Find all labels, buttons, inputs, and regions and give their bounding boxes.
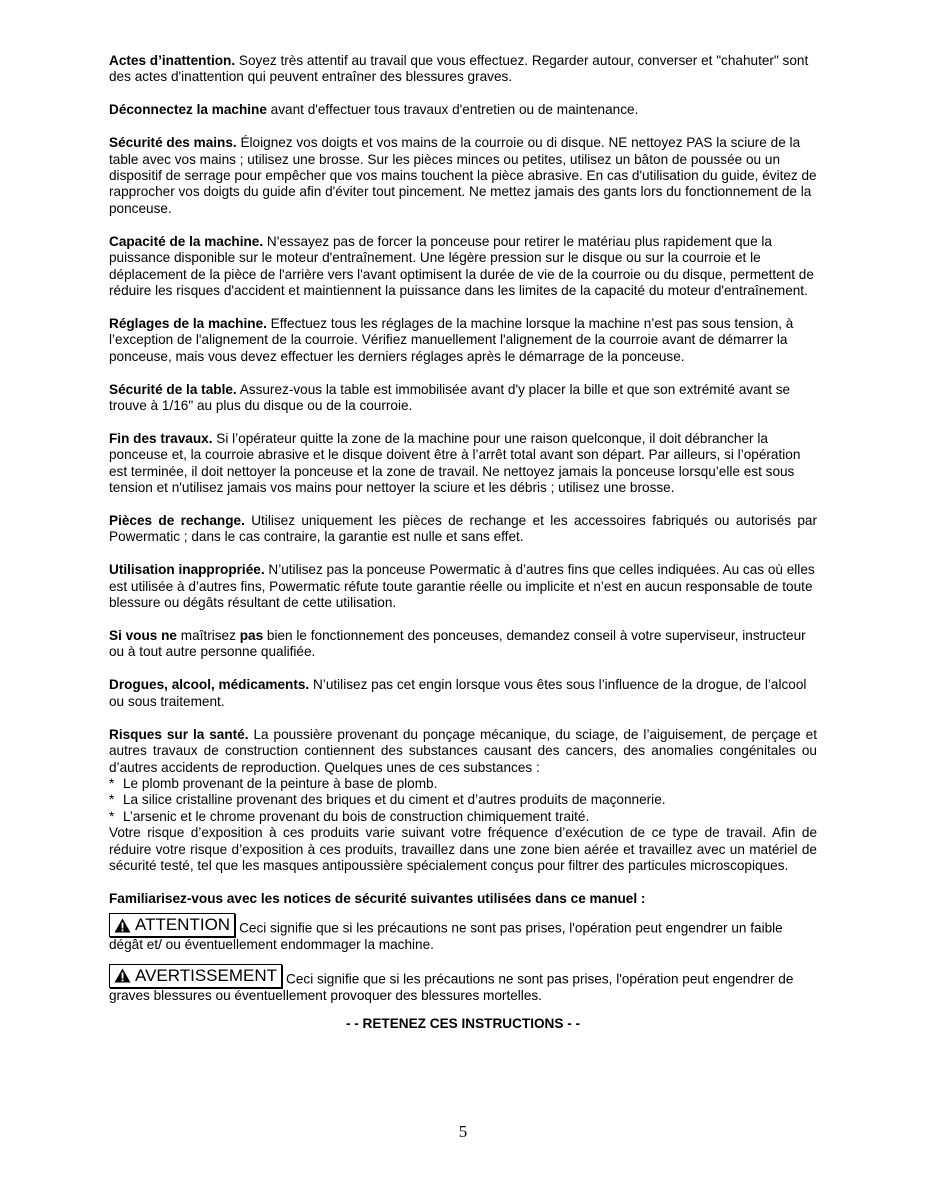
- paragraph-text: N’utilisez pas cet engin lorsque vous êtes sous l’influence de la drogue, de l’alcool ou sous traitement.: [109, 677, 807, 709]
- paragraph-title: Pièces de rechange.: [109, 513, 245, 529]
- bullet-marker: *: [109, 792, 115, 808]
- paragraph-text: bien le fonctionnement des ponceuses, demandez conseil à votre superviseur, instructeur ou à tout autre personne qualifiée.: [109, 628, 806, 660]
- paragraph-utilisation-inappropriee: [109, 562, 817, 611]
- paragraph-text: Si l’opérateur quitte la zone de la machine pour une raison quelconque, il doit débrancher la ponceuse et, la courroie abrasive et le disque doivent être à l’arrêt total avant son départ. Par ailleurs, si l’opération est terminée, il doit nettoyer la ponceuse et la zone de travail. Ne nettoyez jamais la ponceuse lorsqu’elle est sous tension et n'utilisez jamais vos mains pour nettoyer la sciure et les débris ; utilisez une brosse.: [109, 430, 801, 496]
- list-item: [109, 792, 817, 808]
- paragraph-deconnectez: [109, 102, 817, 118]
- paragraph-emphasis: pas: [239, 628, 264, 644]
- heading-text: Familiarisez-vous avec les notices de sécurité suivantes utilisées dans ce manuel :: [109, 890, 646, 906]
- paragraph-text: avant d'effectuer tous travaux d'entretien ou de maintenance.: [266, 102, 639, 118]
- warning-triangle-icon: [114, 968, 131, 983]
- notice-attention: [109, 913, 817, 953]
- paragraph-title: Fin des travaux.: [109, 430, 213, 446]
- paragraph-text: maîtrisez: [177, 628, 240, 644]
- warning-triangle-icon: [114, 918, 131, 933]
- paragraph-title: Sécurité de la table.: [109, 381, 237, 397]
- paragraph-fin-travaux: [109, 431, 817, 497]
- paragraph-actes-inattention: [109, 53, 817, 86]
- paragraph-pieces-rechange: [109, 513, 817, 546]
- list-item-text: L’arsenic et le chrome provenant du bois de construction chimiquement traité.: [123, 808, 590, 824]
- notice-text: Ceci signifie que si les précautions ne sont pas prises, l'opération peut engendrer de graves blessures ou éventuellement provoquer des blessures mortelles.: [109, 971, 794, 1003]
- paragraph-reglages-machine: [109, 316, 817, 365]
- paragraph-text: Soyez très attentif au travail que vous effectuez. Regarder autour, converser et "chahuter" sont des actes d'inattention qui peuvent entraîner des blessures graves.: [109, 53, 809, 85]
- bullet-marker: *: [109, 808, 115, 824]
- paragraph-title: Drogues, alcool, médicaments.: [109, 677, 310, 693]
- paragraph-securite-mains: [109, 135, 817, 217]
- paragraph-text: Votre risque d’exposition à ces produits varie suivant votre fréquence d’exécution de ce type de travail. Afin de réduire votre risque d’exposition à ces produits, travaillez dans une zone bien aérée et travaillez avec un matériel de sécurité testé, tel que les masques antipoussière spécialement conçus pour filtrer des particules microscopiques.: [109, 825, 817, 873]
- list-item-text: La silice cristalline provenant des briques et du ciment et d’autres produits de maçonnerie.: [123, 792, 666, 808]
- notice-avertissement: [109, 964, 817, 1004]
- familiarisez-heading: [109, 891, 817, 907]
- attention-badge: [109, 913, 235, 937]
- notice-text: Ceci signifie que si les précautions ne sont pas prises, l'opération peut engendrer un faible dégât et/ ou éventuellement endommager la machine.: [109, 920, 783, 953]
- badge-label: AVERTISSEMENT: [135, 965, 278, 985]
- paragraph-text: Éloignez vos doigts et vos mains de la courroie ou di disque. NE nettoyez PAS la sciure de la table avec vos mains ; utilisez une brosse. Sur les pièces minces ou petites, utilisez un bâton de poussée ou un dispositif de serrage pour empêcher que vos mains touchent la pièce abrasive. En cas d'utilisation du guide, évitez de rapprocher vos doigts du guide afin d'éviter tout pincement. Ne mettez jamais des gants lors du fonctionnement de la ponceuse.: [109, 135, 817, 216]
- page-number: 5: [458, 1122, 468, 1141]
- paragraph-text: Effectuez tous les réglages de la machine lorsque la machine n’est pas sous tension, à l’exception de l'alignement de la courroie. Vérifiez manuellement l'alignement de la courroie avant de démarrer la ponceuse, mais vous devez effectuer les derniers réglages après le démarrage de la ponceuse.: [109, 315, 794, 364]
- document-body: [109, 53, 817, 1046]
- paragraph-title: Actes d’inattention.: [109, 53, 236, 68]
- list-item-text: Le plomb provenant de la peinture à base de plomb.: [123, 775, 438, 791]
- badge-label: ATTENTION: [135, 915, 231, 935]
- retenez-instructions: - - RETENEZ CES INSTRUCTIONS - -: [345, 1016, 581, 1032]
- avertissement-badge: [109, 964, 282, 988]
- paragraph-securite-table: [109, 382, 817, 415]
- paragraph-title: Utilisation inappropriée.: [109, 562, 265, 578]
- bullet-marker: *: [109, 775, 115, 791]
- paragraph-risques-sante: [109, 727, 817, 875]
- paragraph-title: Déconnectez la machine: [109, 102, 267, 118]
- paragraph-text: La poussière provenant du ponçage mécanique, du sciage, de l’aiguisement, de perçage et autres travaux de construction contiennent des substances causant des cancers, des anomalies congénitales ou d’autres accidents de reproduction. Quelques unes de ces substances :: [109, 726, 817, 775]
- paragraph-si-vous-ne: [109, 628, 817, 661]
- paragraph-text: Utilisez uniquement les pièces de rechange et les accessoires fabriqués ou autorisés par Powermatic ; dans le cas contraire, la garantie est nulle et sans effet.: [109, 513, 817, 545]
- substance-list: [109, 776, 817, 825]
- list-item: [109, 776, 817, 792]
- paragraph-title: Risques sur la santé.: [109, 726, 249, 742]
- paragraph-title: Si vous ne: [109, 628, 177, 644]
- paragraph-text: N'essayez pas de forcer la ponceuse pour retirer le matériau plus rapidement que la puissance disponible sur le moteur d'entraînement. Une légère pression sur le disque ou sur la courroie et le déplacement de la pièce de l'arrière vers l'avant optimisent la durée de vie de la courroie ou du disque, permettent de réduire les risques d'accident et maintiennent la puissance dans les limites de la capacité du moteur d'entraînement.: [109, 233, 814, 298]
- paragraph-drogues: [109, 677, 817, 710]
- list-item: [109, 809, 817, 825]
- paragraph-title: Capacité de la machine.: [109, 233, 264, 249]
- paragraph-text: N’utilisez pas la ponceuse Powermatic à d’autres fins que celles indiquées. Au cas où elles est utilisée à d’autres fins, Powermatic réfute toute garantie réelle ou implicite et n’est en aucun responsable de toute blessure ou dégâts résultant de cette utilisation.: [109, 562, 815, 611]
- paragraph-capacite-machine: [109, 234, 817, 300]
- paragraph-text: Assurez-vous la table est immobilisée avant d'y placer la bille et que son extrémité avant se trouve à 1/16" au plus du disque ou de la courroie.: [109, 381, 791, 413]
- paragraph-title: Réglages de la machine.: [109, 315, 267, 331]
- paragraph-title: Sécurité des mains.: [109, 135, 237, 151]
